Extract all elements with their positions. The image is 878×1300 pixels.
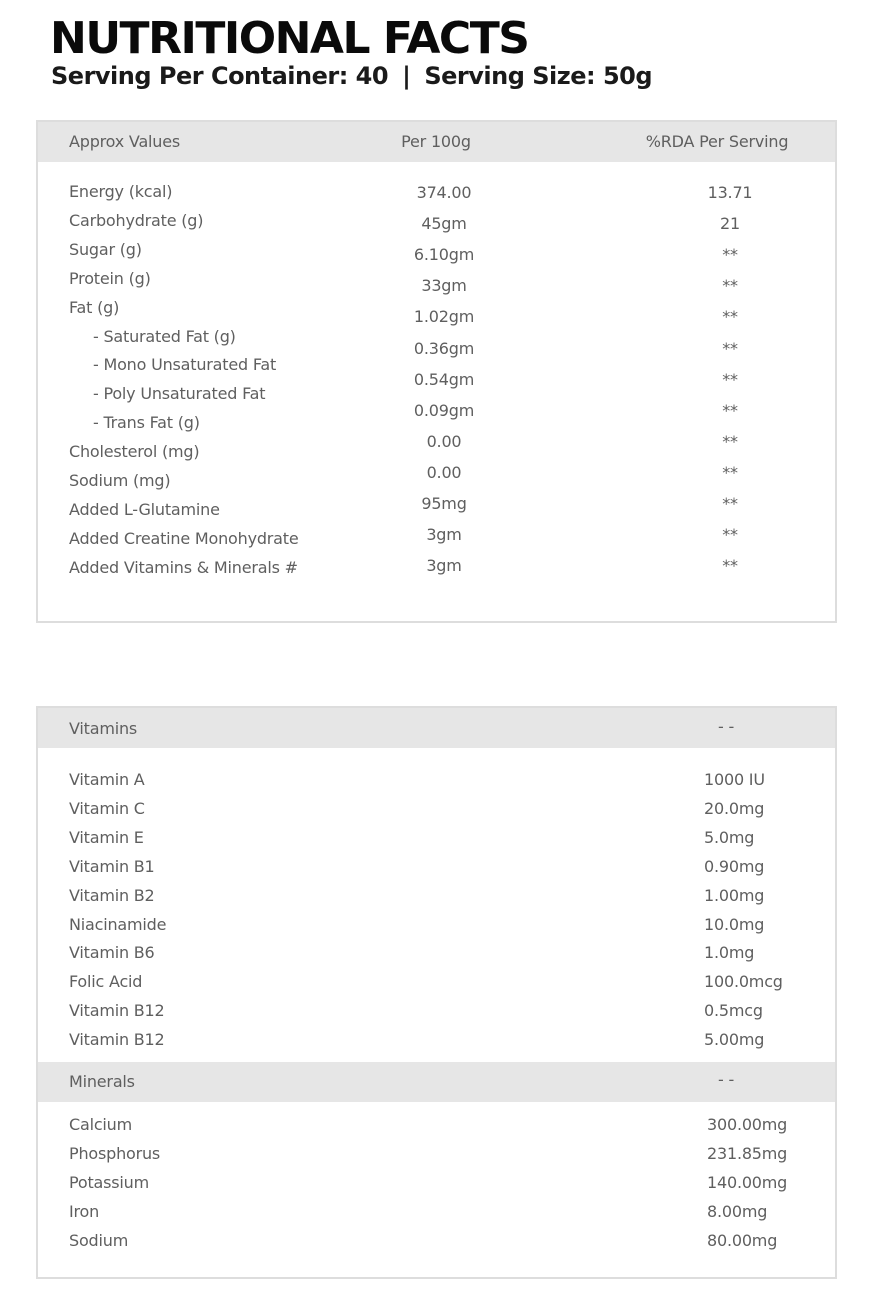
nutrient-rda: ** [722,525,738,545]
nutrient-per-100g: 3gm [426,525,462,545]
nutrition-table [36,120,837,623]
vitamin-value: 20.0mg [704,798,765,818]
mineral-value: 8.00mg [707,1201,768,1221]
mineral-value: 140.00mg [707,1172,788,1192]
nutrient-rda: ** [722,462,738,482]
vitamin-value: 1.00mg [704,885,765,905]
vitamin-value: 100.0mcg [704,972,783,992]
nutrient-rda: ** [722,338,738,358]
nutrient-label: Protein (g) [69,268,151,288]
vitamins-header-label: Vitamins [69,719,138,738]
nutrient-label: Added Vitamins & Minerals # [69,557,298,577]
nutrient-label: Energy (kcal) [69,182,173,201]
servings-per-container: Serving Per Container: 40 [51,62,389,90]
nutrient-per-100g: 6.10gm [413,245,475,265]
minerals-header [38,1062,835,1102]
nutrient-per-100g: 0.54gm [413,369,475,389]
minerals-header-value: - - [718,1070,735,1089]
nutrient-label: Added L-Glutamine [69,499,220,519]
nutrient-rda: ** [722,369,738,389]
vitamin-label: Folic Acid [69,972,143,992]
header-per-100g: Per 100g [401,132,471,151]
mineral-value: 231.85mg [707,1143,788,1163]
nutrient-label: - Trans Fat (g) [93,413,200,433]
nutrient-label: - Poly Unsaturated Fat [93,384,266,404]
nutrient-per-100g: 95mg [421,494,467,513]
mineral-label: Phosphorus [69,1143,161,1163]
nutrient-per-100g: 45gm [421,214,467,234]
vitamin-label: Vitamin C [69,798,145,818]
vitamin-label: Vitamin A [69,770,145,789]
nutrient-rda: ** [722,276,738,296]
nutrient-label: Cholesterol (mg) [69,442,200,462]
nutrient-per-100g: 0.00 [426,431,462,451]
mineral-label: Iron [69,1201,100,1221]
vitamin-value: 10.0mg [704,914,765,934]
vitamin-value: 5.00mg [704,1030,765,1050]
header-rda-per-serving: %RDA Per Serving [645,132,789,151]
nutrient-per-100g: 0.00 [426,462,462,482]
nutrition-table-header [38,122,835,162]
vitamin-label: Vitamin E [69,827,144,847]
nutrient-label: Sugar (g) [69,239,142,259]
vitamin-value: 5.0mg [704,827,755,847]
nutrient-rda: 21 [720,214,740,234]
vitamins-minerals-table [36,706,837,1279]
nutrient-label: Added Creatine Monohydrate [69,528,299,548]
nutrient-per-100g: 33gm [421,276,467,296]
vitamin-label: Vitamin B2 [69,885,155,905]
mineral-label: Calcium [69,1115,132,1134]
page-title: NUTRITIONAL FACTS [50,13,529,64]
nutrient-label: Carbohydrate (g) [69,210,204,230]
nutrient-rda: ** [722,556,738,576]
minerals-header-label: Minerals [69,1072,135,1091]
nutrient-rda: ** [722,431,738,451]
nutrient-label: - Saturated Fat (g) [93,326,236,346]
nutrient-per-100g: 0.36gm [413,338,475,358]
vitamin-label: Niacinamide [69,914,167,934]
vitamins-header-value: - - [718,717,735,736]
nutrient-per-100g: 1.02gm [413,307,475,327]
nutrient-label: Sodium (mg) [69,471,171,490]
vitamin-label: Vitamin B12 [69,1001,165,1021]
vitamin-label: Vitamin B6 [69,943,155,963]
nutrient-label: Fat (g) [69,297,120,317]
nutrient-label: - Mono Unsaturated Fat [93,355,277,375]
nutrient-per-100g: 374.00 [416,183,472,202]
nutrient-per-100g: 3gm [426,556,462,576]
vitamin-value: 1.0mg [704,943,755,963]
vitamins-header [38,708,835,748]
vitamin-label: Vitamin B1 [69,856,155,876]
nutrient-rda: ** [722,400,738,420]
nutrient-rda: ** [722,307,738,327]
separator: | [402,62,411,90]
mineral-value: 300.00mg [707,1115,788,1134]
vitamin-value: 1000 IU [704,770,765,789]
mineral-label: Sodium [69,1230,129,1250]
vitamin-label: Vitamin B12 [69,1030,165,1050]
nutrient-rda: 13.71 [707,183,753,202]
header-approx-values: Approx Values [69,132,181,151]
mineral-value: 80.00mg [707,1230,778,1250]
nutrient-per-100g: 0.09gm [413,400,475,420]
nutrient-rda: ** [722,494,738,513]
vitamin-value: 0.90mg [704,856,765,876]
serving-info [51,62,652,90]
mineral-label: Potassium [69,1172,149,1192]
nutrient-rda: ** [722,245,738,265]
vitamin-value: 0.5mcg [704,1001,763,1021]
serving-size: Serving Size: 50g [424,62,653,90]
